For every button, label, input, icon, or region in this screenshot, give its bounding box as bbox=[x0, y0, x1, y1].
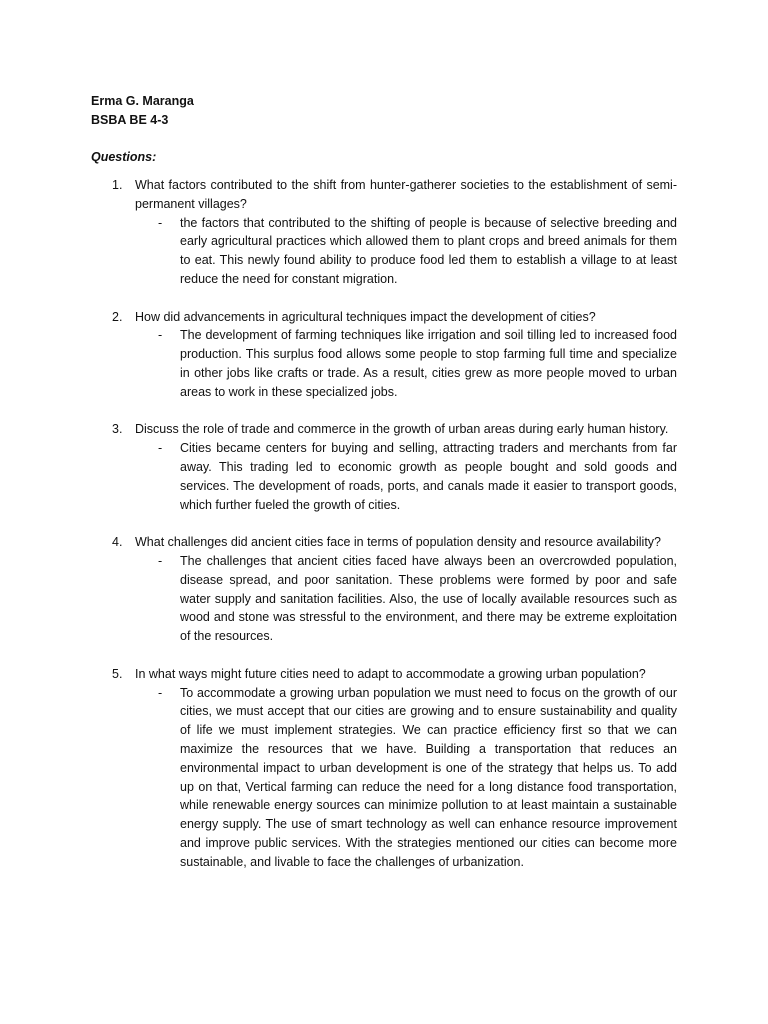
question-number: 4. bbox=[112, 535, 123, 550]
question-item-5 bbox=[91, 665, 677, 872]
answer-block bbox=[158, 214, 677, 289]
answer-dash: - bbox=[158, 328, 163, 343]
question-number: 2. bbox=[112, 309, 123, 324]
questions-list bbox=[91, 176, 677, 871]
question-item-3 bbox=[91, 420, 677, 514]
question-text: How did advancements in agricultural techniques impact the development of cities? bbox=[135, 309, 596, 324]
question-text: Discuss the role of trade and commerce in the growth of urban areas during early human history. bbox=[135, 422, 669, 437]
answer-dash: - bbox=[158, 553, 163, 568]
answer-text: The development of farming techniques like irrigation and soil tilling led to increased food production. This surplus food allows some people to stop farming full time and specialize in other jobs like crafts or trade. As a result, cities grew as more people moved to urban areas to work in these specialized jobs. bbox=[180, 328, 677, 399]
question-text: What challenges did ancient cities face in terms of population density and resource availability? bbox=[135, 535, 661, 550]
question-item-4 bbox=[91, 533, 677, 646]
answer-text: To accommodate a growing urban population we must need to focus on the growth of our cities, we must accept that our cities are growing and to ensure sustainability and quality of life we must implement strategies. We can practice efficiency first so that we can maximize the resources that we have. Building a transportation that reduces an environmental impact to urban development is one of the strategy that helps us. To add up on that, Vertical farming can reduce the need for a long distance food transportation, while renewable energy sources can minimize pollution to at least maintain a sustainable energy supply. The use of smart technology as well can enhance resource improvement and improve public services. With the strategies mentioned our cities can become more sustainable, and livable to face the challenges of urbanization. bbox=[180, 685, 677, 869]
questions-heading: Questions: bbox=[91, 150, 157, 164]
answer-text: Cities became centers for buying and selling, attracting traders and merchants from far away. This trading led to economic growth as people bought and sold goods and services. The development of roads, ports, and canals made it easier to transport goods, which further fueled the growth of cities. bbox=[180, 441, 677, 512]
question-text: In what ways might future cities need to adapt to accommodate a growing urban population? bbox=[135, 666, 646, 681]
answer-block bbox=[158, 552, 677, 646]
answer-dash: - bbox=[158, 441, 163, 456]
question-number: 3. bbox=[112, 422, 123, 437]
answer-text: The challenges that ancient cities faced have always been an overcrowded population, disease spread, and poor sanitation. These problems were formed by poor and safe water supply and sanitation facilities. Also, the use of locally available resources such as wood and stone was stressful to the environment, and there may be extreme exploitation of the resources. bbox=[180, 553, 677, 644]
class-section: BSBA BE 4-3 bbox=[91, 113, 169, 127]
answer-block bbox=[158, 439, 677, 514]
answer-dash: - bbox=[158, 685, 163, 700]
author-name: Erma G. Maranga bbox=[91, 94, 194, 108]
answer-block bbox=[158, 326, 677, 401]
question-number: 1. bbox=[112, 178, 123, 192]
question-item-2 bbox=[91, 308, 677, 402]
question-item-1 bbox=[91, 176, 677, 289]
question-text: What factors contributed to the shift from hunter-gatherer societies to the establishment of semi-permanent villages? bbox=[135, 178, 677, 211]
answer-block bbox=[158, 684, 677, 872]
answer-dash: - bbox=[158, 215, 163, 230]
answer-text: the factors that contributed to the shifting of people is because of selective breeding and early agricultural practices which allowed them to plant crops and breed animals for them to eat. This newly found ability to produce food led them to establish a village to at least reduce the need for constant migration. bbox=[180, 215, 677, 286]
question-number: 5. bbox=[112, 666, 123, 681]
